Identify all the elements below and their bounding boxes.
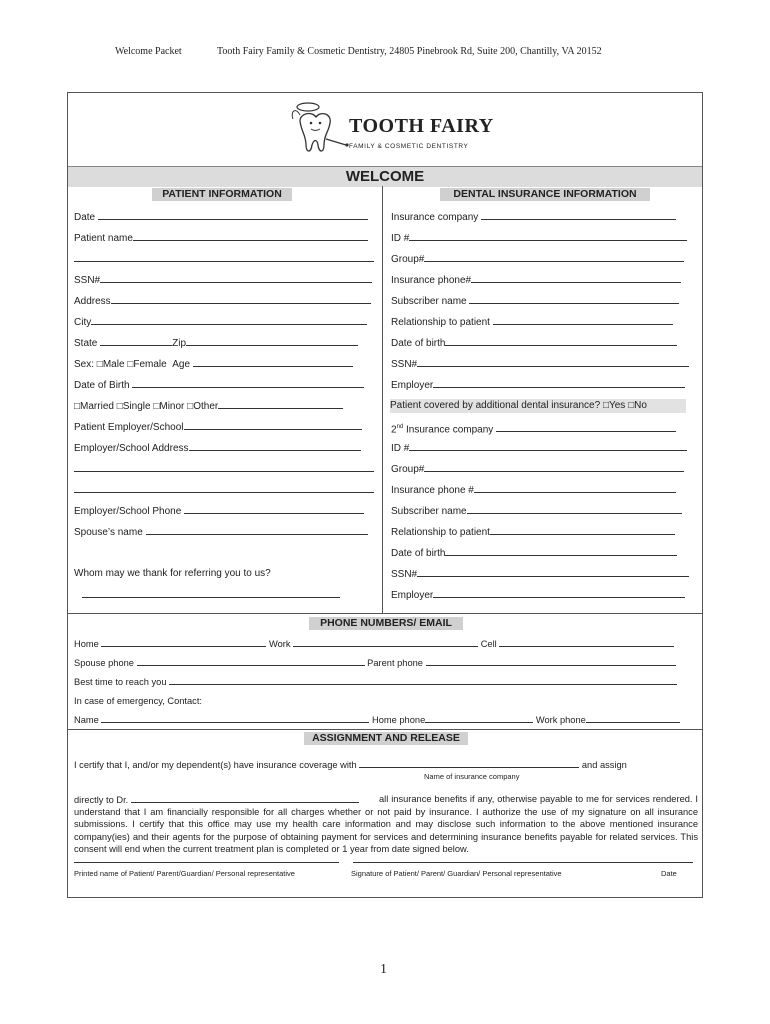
insurance-id-field[interactable]: ID # [391,231,687,245]
employer-address-line2[interactable] [74,462,374,476]
emergency-contact-field[interactable]: Name Home phone Work phone [74,713,680,727]
header-left: Welcome Packet [115,46,182,57]
employer-address-field[interactable]: Employer/School Address [74,441,361,455]
signature-caption: Signature of Patient/ Parent/ Guardian/ Personal representative [351,869,562,878]
emergency-label: In case of emergency, Contact: [74,696,202,706]
dob-field[interactable]: Date of Birth [74,378,364,392]
subscriber-ssn-field[interactable]: SSN# [391,357,689,371]
no-checkbox[interactable]: □No [628,400,647,411]
second-employer-field[interactable]: Employer [391,588,685,602]
divider [68,729,702,730]
address-field[interactable]: Address [74,294,371,308]
sex-age-field[interactable]: Sex: □Male □Female Age [74,357,353,371]
second-dob-field[interactable]: Date of birth [391,546,677,560]
second-insurance-company-field[interactable]: 2nd Insurance company [391,420,676,434]
printed-name-caption: Printed name of Patient/ Parent/Guardian/ Personal representative [74,869,295,878]
employer-phone-field[interactable]: Employer/School Phone [74,504,364,518]
other-checkbox[interactable]: □Other [187,401,219,412]
logo-subtitle: FAMILY & COSMETIC DENTISTRY [349,143,469,150]
state-zip-field[interactable]: State Zip [74,336,358,350]
doctor-line[interactable]: directly to Dr. [74,793,359,807]
page-number: 1 [380,962,387,977]
tooth-fairy-icon [290,99,350,159]
second-id-field[interactable]: ID # [391,441,687,455]
second-relationship-field[interactable]: Relationship to patient [391,525,675,539]
subscriber-name-field[interactable]: Subscriber name [391,294,679,308]
insurance-company-field[interactable]: Insurance company [391,210,676,224]
date-field[interactable]: Date [74,210,368,224]
insurance-info-heading: DENTAL INSURANCE INFORMATION [440,188,650,201]
yes-checkbox[interactable]: □Yes [602,400,626,411]
date-caption: Date [661,869,677,878]
referral-label: Whom may we thank for referring you to us? [74,568,271,579]
best-time-field[interactable]: Best time to reach you [74,675,677,689]
logo [68,93,702,166]
city-field[interactable]: City [74,315,367,329]
certify-line[interactable]: I certify that I, and/or my dependent(s) have insurance coverage with and assign [74,760,627,770]
patient-name-line2[interactable] [74,252,374,266]
referral-field[interactable] [82,588,340,602]
divider [68,613,702,614]
patient-info-heading: PATIENT INFORMATION [152,188,292,201]
employer-address-line3[interactable] [74,483,374,497]
subscriber-dob-field[interactable]: Date of birth [391,336,677,350]
employer-field[interactable]: Patient Employer/School [74,420,362,434]
phone-email-heading: PHONE NUMBERS/ EMAIL [309,617,463,630]
second-ssn-field[interactable]: SSN# [391,567,689,581]
spouse-name-field[interactable]: Spouse’s name [74,525,368,539]
home-work-cell-field[interactable]: Home Work Cell [74,637,674,651]
signature-lines[interactable] [74,853,693,867]
logo-name: TOOTH FAIRY [349,115,494,137]
married-checkbox[interactable]: □Married [74,401,114,412]
marital-status-field[interactable] [74,399,343,413]
spouse-parent-phone-field[interactable]: Spouse phone Parent phone [74,656,676,670]
second-insurance-phone-field[interactable]: Insurance phone # [391,483,676,497]
form-frame [67,92,703,898]
male-checkbox[interactable]: □Male [96,359,125,370]
company-caption: Name of insurance company [424,772,520,781]
insurance-phone-field[interactable]: Insurance phone# [391,273,681,287]
second-subscriber-field[interactable]: Subscriber name [391,504,682,518]
second-group-field[interactable]: Group# [391,462,684,476]
assignment-heading: ASSIGNMENT AND RELEASE [304,732,468,745]
female-checkbox[interactable]: □Female [127,359,167,370]
welcome-title: WELCOME [68,166,702,187]
group-field[interactable]: Group# [391,252,684,266]
column-divider [382,186,383,613]
ssn-field[interactable]: SSN# [74,273,372,287]
single-checkbox[interactable]: □Single [116,401,151,412]
patient-name-field[interactable]: Patient name [74,231,368,245]
assignment-body: all insurance benefits if any, otherwise payable to me for services rendered. I understand that I am financially responsible for all charges whether or not paid by insurance. I authorize the use of my signature on all insurance submissions. I certify that this office may use my health care information and may disclose such information to the above mentioned insurance company(ies) and their agents for the purpose of obtaining payment for services and determining insurance benefits payable for related services. This consent will end when the current treatment plan is completed or 1 year from date signed below. [74,794,698,854]
additional-insurance-question: Patient covered by additional dental insurance? □Yes □No [390,399,686,413]
minor-checkbox[interactable]: □Minor [153,401,185,412]
subscriber-employer-field[interactable]: Employer [391,378,685,392]
relationship-field[interactable]: Relationship to patient [391,315,673,329]
header-right: Tooth Fairy Family & Cosmetic Dentistry, 24805 Pinebrook Rd, Suite 200, Chantilly, VA 20152 [217,46,602,57]
